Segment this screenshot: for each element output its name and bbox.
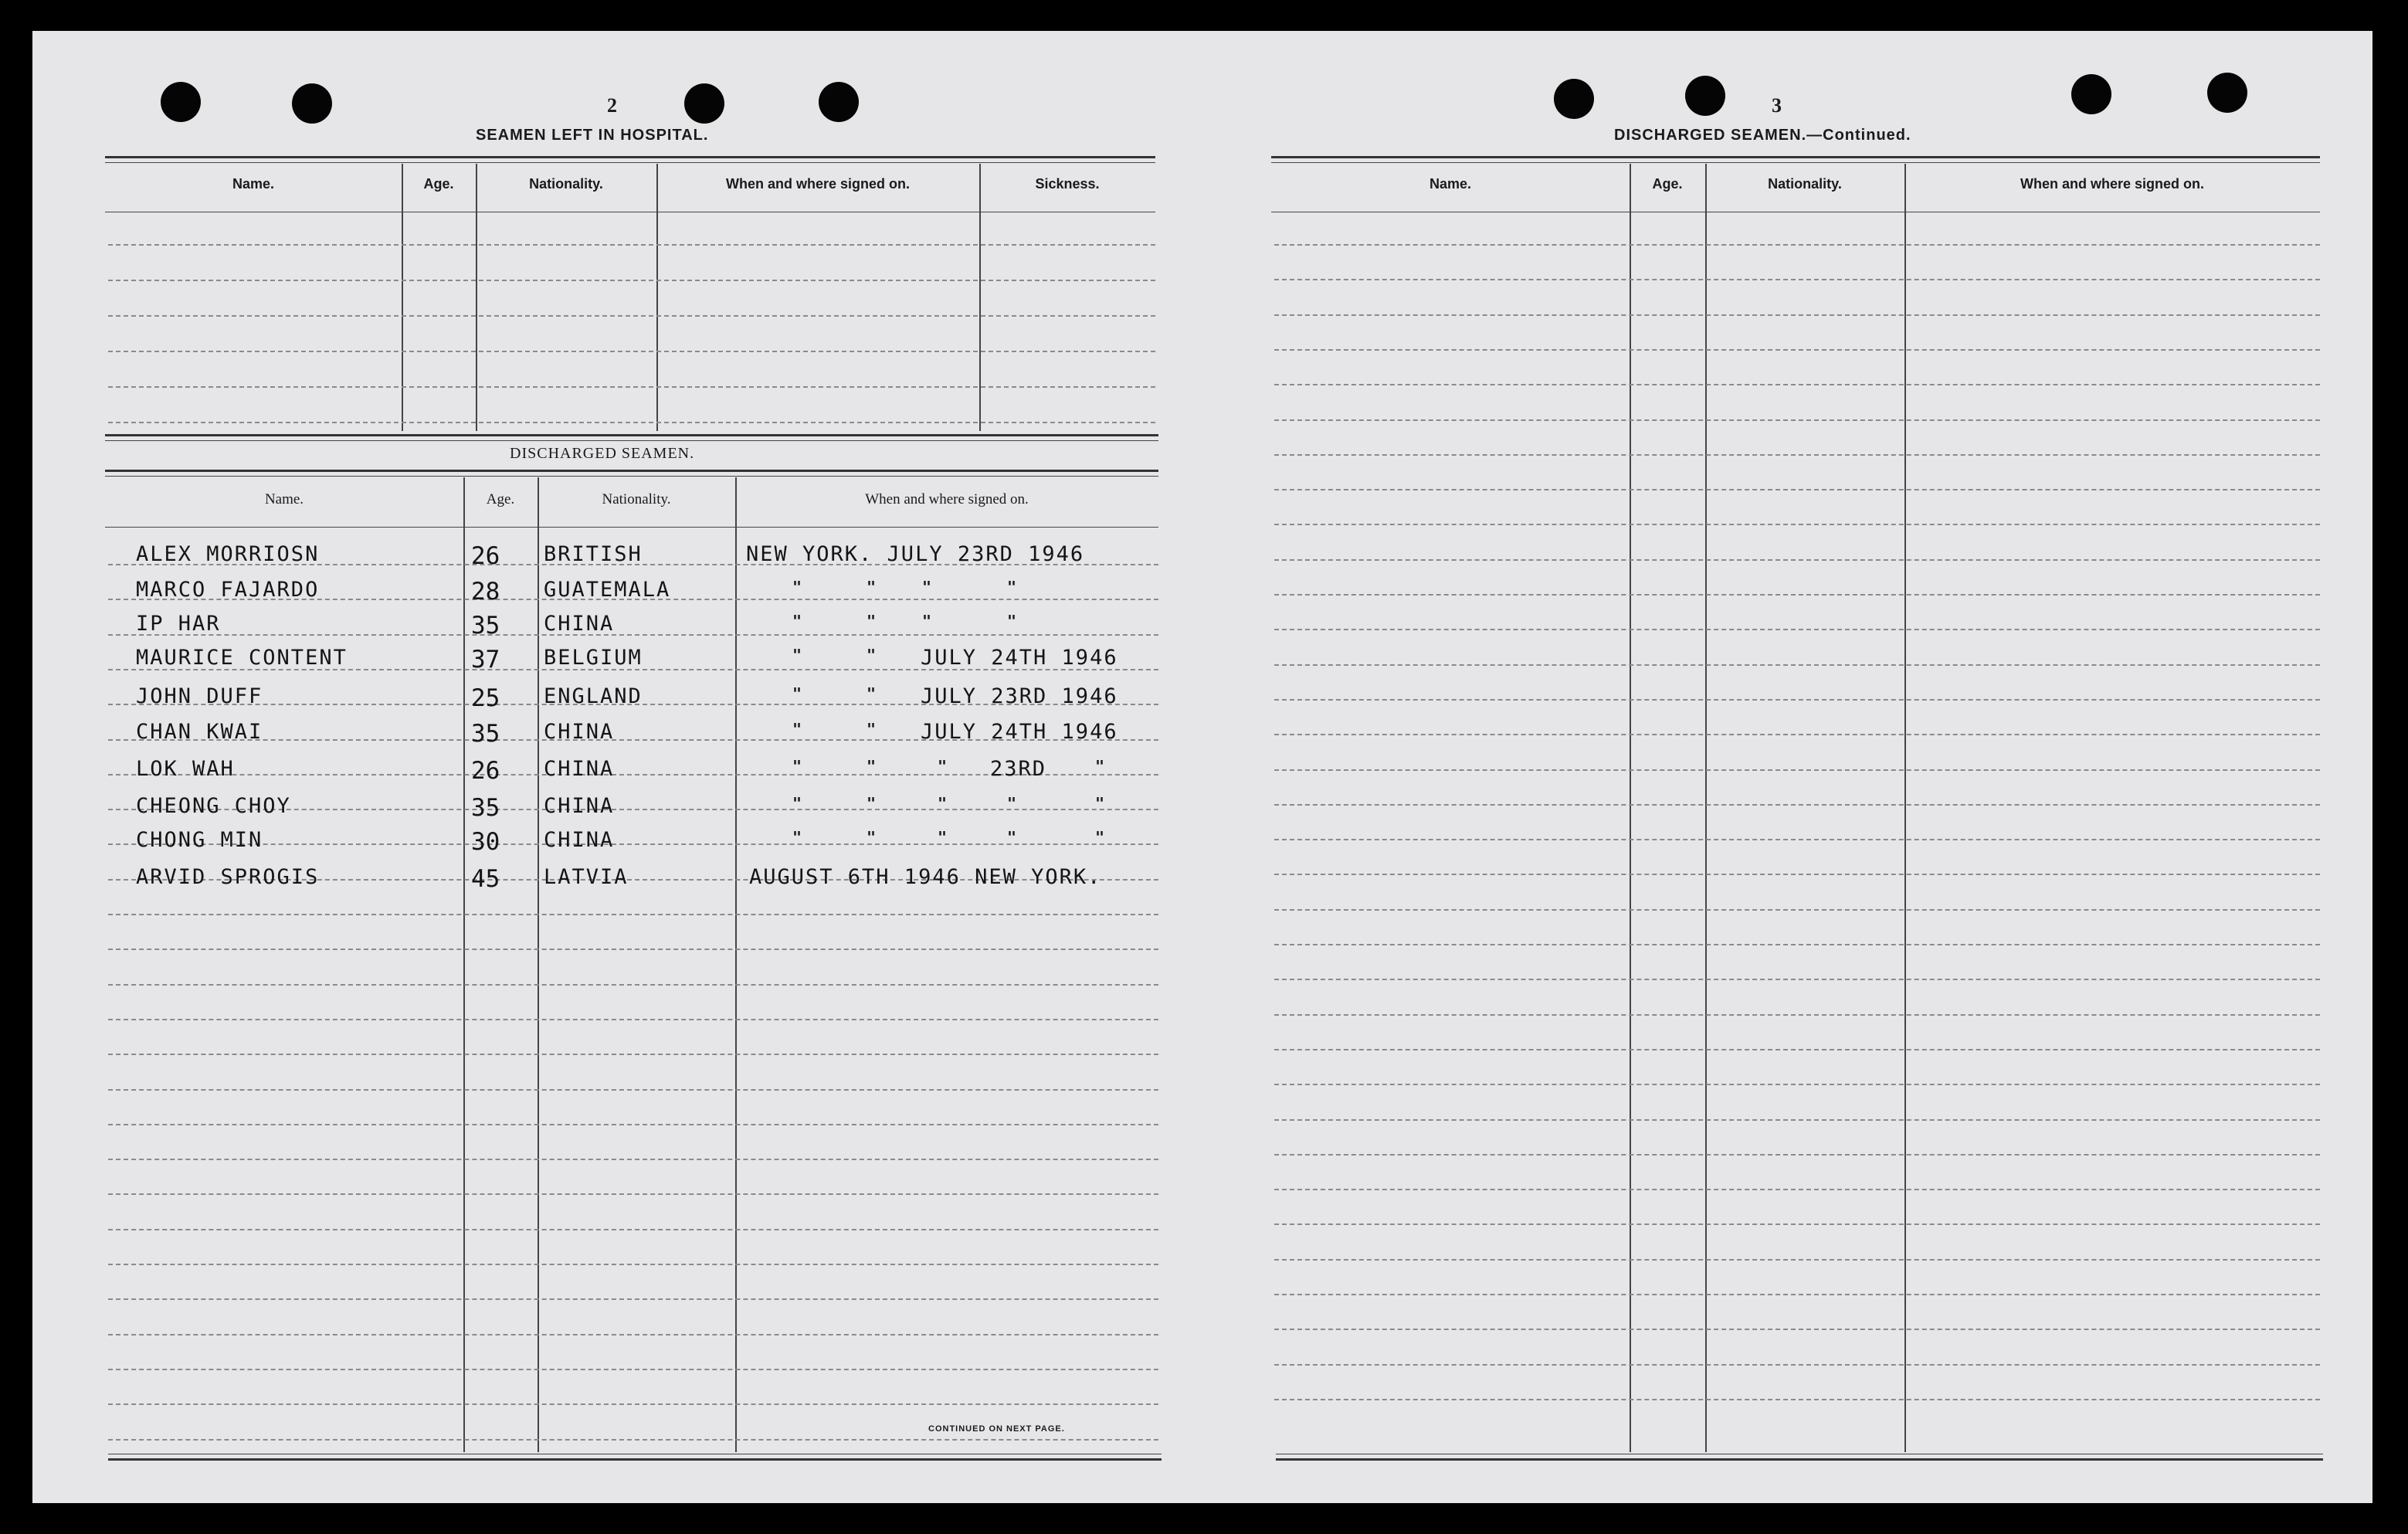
entry-name: ARVID SPROGIS bbox=[136, 865, 320, 889]
ditto-mark: " bbox=[867, 578, 877, 596]
entry-nationality: LATVIA bbox=[544, 865, 629, 889]
discharged-continued-title: DISCHARGED SEAMEN.—Continued. bbox=[1614, 127, 1911, 144]
page-number: 2 bbox=[607, 94, 617, 117]
ruled-line bbox=[1274, 524, 2320, 525]
ditto-mark: " bbox=[922, 612, 932, 630]
ruled-line bbox=[108, 1019, 1158, 1020]
ruled-line bbox=[108, 351, 1155, 352]
entry-name: ALEX MORRIOSN bbox=[136, 542, 320, 566]
ruled-line bbox=[1274, 699, 2320, 701]
ditto-mark: " bbox=[792, 757, 802, 775]
entry-nationality: CHINA bbox=[544, 612, 615, 636]
column-header: Age. bbox=[1652, 176, 1683, 192]
entry-age: 28 bbox=[471, 578, 500, 606]
entry-nationality: GUATEMALA bbox=[544, 578, 671, 602]
ruled-line bbox=[108, 422, 1155, 423]
ditto-mark: " bbox=[792, 684, 802, 703]
entry-name: MAURICE CONTENT bbox=[136, 646, 348, 670]
entry-age: 35 bbox=[471, 794, 500, 822]
ruled-line bbox=[1274, 769, 2320, 771]
ruled-line bbox=[108, 984, 1158, 986]
column-header: Name. bbox=[1429, 176, 1472, 192]
entry-nationality: BRITISH bbox=[544, 542, 643, 566]
column-header: Sickness. bbox=[1035, 176, 1100, 192]
document-page bbox=[32, 31, 2372, 1503]
column-header: Name. bbox=[264, 491, 304, 507]
ditto-mark: " bbox=[792, 828, 802, 847]
entry-nationality: CHINA bbox=[544, 757, 615, 781]
column-header: Name. bbox=[232, 176, 275, 192]
ruled-line bbox=[1274, 489, 2320, 490]
ruled-line bbox=[1274, 839, 2320, 840]
entry-age: 26 bbox=[471, 757, 500, 785]
ruled-line bbox=[1274, 1014, 2320, 1016]
entry-nationality: CHINA bbox=[544, 720, 615, 744]
ditto-mark: " bbox=[792, 612, 802, 630]
entry-age: 45 bbox=[471, 865, 500, 893]
ditto-mark: " bbox=[867, 828, 877, 847]
continued-footer: CONTINUED ON NEXT PAGE. bbox=[928, 1424, 1065, 1434]
ditto-mark: " bbox=[867, 684, 877, 703]
ruled-line bbox=[108, 1439, 1158, 1441]
ruled-line bbox=[1274, 349, 2320, 351]
entry-signed-on: AUGUST 6TH 1946 NEW YORK. bbox=[749, 865, 1102, 889]
ruled-line bbox=[108, 280, 1155, 281]
ruled-line bbox=[108, 1054, 1158, 1055]
ruled-line bbox=[108, 1369, 1158, 1370]
ruled-line bbox=[1274, 384, 2320, 385]
punch-hole bbox=[292, 83, 332, 124]
ruled-line bbox=[1274, 559, 2320, 561]
ruled-line bbox=[1274, 1329, 2320, 1330]
entry-name: LOK WAH bbox=[136, 757, 235, 781]
entry-signed-on: JULY 23RD 1946 bbox=[921, 684, 1118, 708]
ruled-line bbox=[108, 1229, 1158, 1230]
entry-signed-on: 23RD bbox=[990, 757, 1047, 781]
ruled-line bbox=[108, 1264, 1158, 1265]
punch-hole bbox=[1685, 76, 1725, 116]
ruled-line bbox=[1274, 244, 2320, 246]
ruled-line bbox=[1274, 909, 2320, 911]
ditto-mark: " bbox=[1007, 794, 1017, 813]
punch-hole bbox=[161, 82, 201, 122]
ditto-mark: " bbox=[1007, 612, 1017, 630]
ruled-line bbox=[108, 949, 1158, 950]
ruled-line bbox=[108, 244, 1155, 246]
ruled-line bbox=[1274, 1223, 2320, 1225]
ruled-line bbox=[108, 843, 1158, 845]
ruled-line bbox=[1274, 279, 2320, 280]
punch-hole bbox=[2207, 73, 2247, 113]
ruled-line bbox=[1274, 734, 2320, 735]
ruled-line bbox=[1274, 419, 2320, 421]
entry-nationality: BELGIUM bbox=[544, 646, 643, 670]
hospital-table-top-rule bbox=[105, 156, 1155, 158]
discharged-section-title: DISCHARGED SEAMEN. bbox=[510, 445, 695, 462]
ruled-line bbox=[108, 914, 1158, 915]
ruled-line bbox=[1274, 1084, 2320, 1085]
ruled-line bbox=[1274, 664, 2320, 666]
column-header: Nationality. bbox=[529, 176, 603, 192]
ruled-line bbox=[108, 1159, 1158, 1160]
entry-age: 35 bbox=[471, 612, 500, 640]
ditto-mark: " bbox=[792, 794, 802, 813]
entry-name: MARCO FAJARDO bbox=[136, 578, 320, 602]
ruled-line bbox=[1274, 1154, 2320, 1156]
ruled-line bbox=[108, 1334, 1158, 1335]
column-header: When and where signed on. bbox=[725, 176, 911, 192]
ruled-line bbox=[108, 1298, 1158, 1300]
entry-signed-on: JULY 24TH 1946 bbox=[921, 646, 1118, 670]
ditto-mark: " bbox=[1007, 578, 1017, 596]
ditto-mark: " bbox=[1095, 794, 1105, 813]
ditto-mark: " bbox=[867, 646, 877, 664]
ditto-mark: " bbox=[922, 578, 932, 596]
ditto-mark: " bbox=[867, 794, 877, 813]
ruled-line bbox=[1274, 1189, 2320, 1190]
ruled-line bbox=[1274, 944, 2320, 945]
ruled-line bbox=[1274, 804, 2320, 806]
entry-age: 35 bbox=[471, 720, 500, 748]
entry-name: IP HAR bbox=[136, 612, 221, 636]
entry-name: CHAN KWAI bbox=[136, 720, 263, 744]
column-header: Nationality. bbox=[1768, 176, 1842, 192]
ruled-line bbox=[1274, 1119, 2320, 1121]
ditto-mark: " bbox=[1007, 828, 1017, 847]
ruled-line bbox=[1274, 1399, 2320, 1400]
ruled-line bbox=[108, 386, 1155, 388]
ditto-mark: " bbox=[1095, 757, 1105, 775]
entry-nationality: CHINA bbox=[544, 794, 615, 818]
ruled-line bbox=[108, 634, 1158, 636]
ditto-mark: " bbox=[938, 828, 948, 847]
entry-nationality: CHINA bbox=[544, 828, 615, 852]
entry-name: JOHN DUFF bbox=[136, 684, 263, 708]
entry-age: 37 bbox=[471, 646, 500, 674]
ditto-mark: " bbox=[1095, 828, 1105, 847]
hospital-section-title: SEAMEN LEFT IN HOSPITAL. bbox=[476, 127, 709, 144]
ruled-line bbox=[108, 315, 1155, 317]
ditto-mark: " bbox=[792, 646, 802, 664]
ruled-line bbox=[1274, 979, 2320, 980]
ruled-line bbox=[108, 1089, 1158, 1091]
entry-name: CHEONG CHOY bbox=[136, 794, 291, 818]
entry-signed-on: JULY 24TH 1946 bbox=[921, 720, 1118, 744]
ruled-line bbox=[1274, 314, 2320, 316]
punch-hole bbox=[684, 83, 724, 124]
ruled-line bbox=[1274, 1259, 2320, 1261]
ruled-line bbox=[1274, 454, 2320, 456]
column-header: Age. bbox=[423, 176, 454, 192]
entry-age: 30 bbox=[471, 828, 500, 856]
entry-age: 25 bbox=[471, 684, 500, 712]
ditto-mark: " bbox=[867, 720, 877, 738]
page-number: 3 bbox=[1772, 94, 1782, 117]
punch-hole bbox=[1554, 79, 1594, 119]
ditto-mark: " bbox=[792, 720, 802, 738]
ditto-mark: " bbox=[792, 578, 802, 596]
ruled-line bbox=[1274, 1049, 2320, 1050]
ruled-line bbox=[108, 1193, 1158, 1195]
ruled-line bbox=[1274, 629, 2320, 630]
column-header: When and where signed on. bbox=[2020, 176, 2205, 192]
column-header: Age. bbox=[486, 491, 515, 507]
column-header: Nationality. bbox=[602, 491, 671, 507]
entry-nationality: ENGLAND bbox=[544, 684, 643, 708]
ruled-line bbox=[1274, 594, 2320, 596]
ruled-line bbox=[1274, 1294, 2320, 1295]
ditto-mark: " bbox=[867, 757, 877, 775]
punch-hole bbox=[2071, 74, 2111, 114]
ditto-mark: " bbox=[938, 794, 948, 813]
column-header: When and where signed on. bbox=[865, 491, 1029, 507]
entry-signed-on: NEW YORK. JULY 23RD 1946 bbox=[746, 542, 1085, 566]
ruled-line bbox=[1274, 874, 2320, 875]
ditto-mark: " bbox=[938, 757, 948, 775]
entry-age: 26 bbox=[471, 542, 500, 570]
ditto-mark: " bbox=[867, 612, 877, 630]
ruled-line bbox=[108, 1124, 1158, 1125]
entry-name: CHONG MIN bbox=[136, 828, 263, 852]
ruled-line bbox=[1274, 1364, 2320, 1366]
ruled-line bbox=[108, 1403, 1158, 1405]
punch-hole bbox=[819, 82, 859, 122]
